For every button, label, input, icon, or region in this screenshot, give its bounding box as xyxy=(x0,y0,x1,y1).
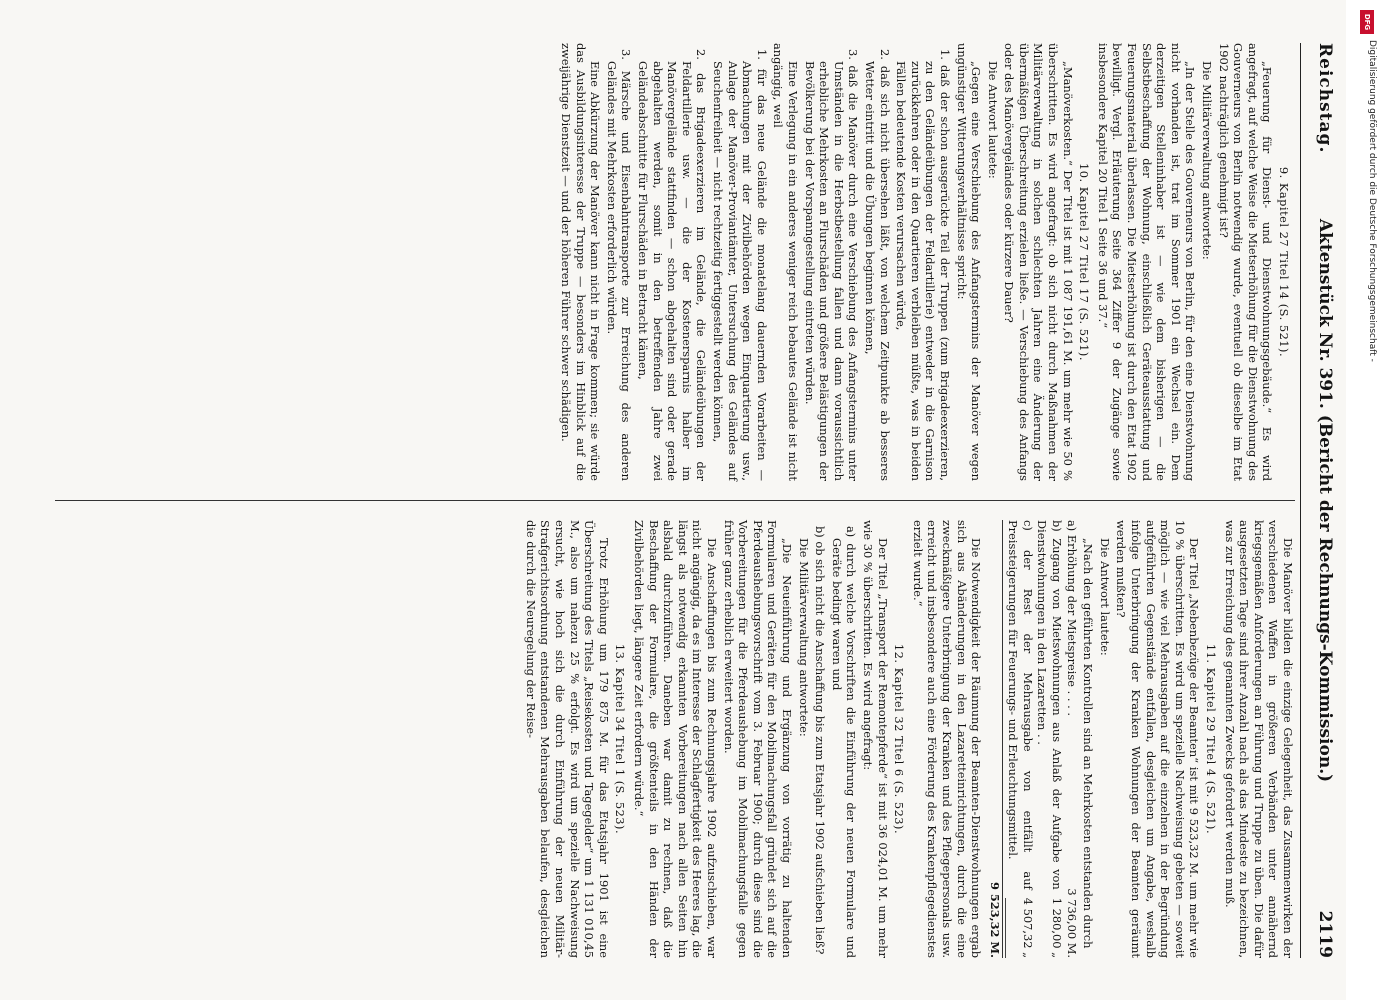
list-item: 1. daß der schon ausgerückte Teil der Truppen (zum Brigadeexerzieren, zu den Geländeübungen der Feldartillerie) entweder in die Garnison zurückkehren oder in den Quartieren verbleiben müßte, was in beiden Fällen bedeutende Kosten verursachen würde, xyxy=(894,49,952,481)
cost-breakdown xyxy=(1006,520,1079,958)
cost-item-amount: 4 507,32 „ xyxy=(1020,897,1035,958)
cost-item xyxy=(1064,520,1079,958)
section-heading: 12. Kapitel 32 Titel 6 (S. 523). xyxy=(892,643,907,835)
cost-item xyxy=(1035,520,1064,958)
digitization-note: Digitalisierung gefördert durch die Deutsche Forschungsgemeinschaft - xyxy=(1367,40,1377,362)
right-text-column xyxy=(521,520,1295,958)
cost-item xyxy=(1006,520,1035,958)
column-divider xyxy=(55,500,1295,501)
right-column-top xyxy=(1081,520,1295,958)
paragraph: Die Militärverwaltung antwortete: xyxy=(1200,61,1215,260)
paragraph: „Nach den geführten Kontrollen sind an Mehrkosten entstanden durch xyxy=(1081,538,1096,949)
page-header xyxy=(1300,43,1341,958)
left-text-column xyxy=(557,43,1296,481)
paragraph: Die Antwort lautete: xyxy=(1097,538,1112,656)
paragraph: Die Antwort lautete: xyxy=(985,61,1000,179)
paragraph: Die Manöver bilden die einzige Gelegenheit, das Zusammenwirken der verschiedenen Waffen in größeren Verbänden unter annähernd kriegsgemäßen Anforderungen an Führung und Truppe zu üben. Die dafür ausgesetzten Tage sind ihrer Anzahl nach als das Mindeste zu bezeichnen, was zur Erreichung des genannten Zwecks gefordert werden muß. xyxy=(1222,520,1295,958)
list-item: 3. daß die Manöver durch eine Verschiebung des Anfangstermins unter Umständen in die Herbstbestellung fallen und dann voraussichtlich erhebliche Mehrkosten an Flurschäden und größere Belästigungen der Bevölkerung bei der Vorspanngestellung eintreten würden. xyxy=(802,49,861,481)
list-item: 2. daß sich nicht übersehen läßt, von welchem Zeitpunkte ab besseres Wetter eintritt und die Übungen beginnen können, xyxy=(862,49,892,481)
page-number: 2119 xyxy=(1315,910,1335,958)
cost-item-amount: 1 280,00 „ xyxy=(1050,897,1065,958)
right-column-bottom xyxy=(523,520,983,958)
paragraph: Der Titel „Nebenbezüge der Beamten“ ist mit 9 523,32 M. um mehr wie 10 % überschritten. Es wird um spezielle Nachweisung gebeten — soweit möglich — wie viel Mehrausgaben auf die einzelnen in der Begründung aufgeführten Gegenstände entfallen, desgleichen um Angabe, weshalb infolge Unterbringung der Kranken Wohnungen der Beamten geräumt werden mußten? xyxy=(1114,520,1202,958)
header-left-title: Reichstag. xyxy=(1315,43,1335,154)
paragraph: Die Militärverwaltung antwortete: xyxy=(796,538,811,737)
list-item: 2. das Brigadeexerzieren im Gelände, die Geländeübungen der Feldartillerie usw. — die der Kostenersparnis halber im Manövergelände stattfinden — schon abgehalten sind oder gerade abgehalten werden, somit in den betreffenden Jahre zwei Geländeabschnitte für Flurschäden in Betracht kämen, xyxy=(636,49,709,481)
list-item: 3. Märsche und Eisenbahntransporte zur Erreichung des anderen Geländes mit Mehrkosten erforderlich würden. xyxy=(604,49,634,481)
digitization-sidebar xyxy=(1346,0,1383,1000)
paragraph: Die Notwendigkeit der Räumung der Beamten-Dienstwohnungen ergab sich aus Abänderungen in den Lazaretteinrichtungen, durch die eine zweckmäßigere Unterbringung der Kranken und des Pflegepersonals usw. erreicht und insbesondere auch eine Förderung des Krankenpflegedienstes erzielt wurde.“ xyxy=(910,520,984,958)
cost-item-amount: 3 736,00 M. xyxy=(1064,888,1079,958)
paragraph: „Gegen eine Verschiebung des Anfangstermins der Manöver wegen ungünstiger Witterungsverhältnisse spricht: xyxy=(954,43,984,481)
cost-total: 9 523,32 M. xyxy=(987,520,1003,958)
section-heading: 13. Kapitel 34 Titel 1 (S. 523). xyxy=(613,643,628,835)
list-item: b) ob sich nicht die Anschaffung bis zum Etatsjahr 1902 aufschieben ließ? xyxy=(813,526,828,955)
paragraph: Die Anschaffungen bis zum Rechnungsjahre 1902 aufzuschieben, war nicht angängig, da es im Interesse der Schlagfertigkeit des Heeres lag, die längst als notwendig erkannten Vorbereitungen nach allen Seiten hin alsbald durchzuführen. Daneben war damit zu rechnen, daß die Beschaffung der Formulare, die größtenteils in den Händen der Zivilbehörden liegt, längere Zeit erfordern würde.“ xyxy=(632,520,720,958)
cost-item-label: a) Erhöhung der Mietspreise . . . . xyxy=(1064,520,1079,716)
paragraph: Der Titel „Transport der Remontepferde“ ist mit 36 024,01 M. um mehr wie 30 % überschritten. Es wird angefragt: xyxy=(860,520,890,958)
paragraph: „Feuerung für Dienst- und Dienstwohnungsgebäude.“ Es wird angefragt, auf welche Weise die Mietserhöhung für die Dienstwohnung des Gouverneurs von Berlin notwendig wurde, eventuell ob dieselbe im Etat 1902 nachträglich genehmigt ist? xyxy=(1216,43,1275,481)
paragraph: Trotz Erhöhung um 179 875 M. für das Etatsjahr 1901 ist eine Überschreitung des Titels „Reisekosten und Tagegelder“ um 1 131 010,45 M., also um nahezu 25 % erfolgt. Es wird um spezielle Nachweisung ersucht, wie hoch sich die durch Einführung der neuen Militär-Strafgerichtsordnung entstandenen Mehrausgaben belaufen, desgleichen die durch die Neuregelung der Reise- xyxy=(523,520,611,958)
header-center-title: Aktenstück Nr. 391. (Bericht der Rechnungs-Kommission.) xyxy=(1315,218,1335,783)
list-item: a) durch welche Vorschriften die Einführung der neuen Formulare und Geräte bedingt waren und xyxy=(829,526,859,958)
paragraph: Eine Abkürzung der Manöver kann nicht in Frage kommen; sie würde das Ausbildungsinteresse der Truppe — besonders im Hinblick auf die zweijährige Dienstzeit — und der höheren Führer schwer schädigen. xyxy=(559,43,603,481)
section-heading: 11. Kapitel 29 Titel 4 (S. 521). xyxy=(1204,643,1219,835)
cost-item-label: c) der Rest der Mehrausgabe von entfällt auf Preissteigerungen für Feuerungs- und Erleuchtungsmittel. xyxy=(1006,520,1035,890)
paragraph: Eine Verlegung in ein anderes weniger reich bebautes Gelände ist nicht angängig, weil xyxy=(771,43,800,481)
rotated-document-page xyxy=(44,43,1341,958)
paragraph: „Die Neueinführung und Ergänzung von vorrätig zu haltenden Formularen und Geräten für den Mobilmachungsfall gründet sich auf die Pferdeaushebungsvorschrift vom 3. Februar 1900; durch diese sind die Vorbereitungen für die Pferdeaushebung im Mobilmachungsfalle gegen früher ganz erheblich erweitert worden. xyxy=(721,520,794,958)
section-heading: 9. Kapitel 27 Titel 14 (S. 521). xyxy=(1277,166,1291,358)
dfg-logo: DFG xyxy=(1360,10,1374,34)
paragraph: „In der Stelle des Gouverneurs von Berlin, für den eine Dienstwohnung nicht vorhanden ist, trat im Sommer 1901 ein Wechsel ein. Dem derzeitigen Stelleninhaber ist — wie dem bisherigen — die Selbstbeschaffung der Wohnung, einschließlich Geräteausstattung und Feuerungsmaterial überlassen. Die Mietserhöhung ist durch den Etat 1902 bewilligt. Vergl. Erläuterung Seite 364 Ziffer 9 der Zugänge sowie insbesondere Kapitel 20 Titel 1 Seite 36 und 37.“ xyxy=(1095,43,1198,481)
section-heading: 10. Kapitel 27 Titel 17 (S. 521). xyxy=(1077,163,1092,361)
cost-item-label: b) Zugang von Mietswohnungen aus Anlaß der Aufgabe von Dienstwohnungen in den Lazaretten . . xyxy=(1035,520,1065,890)
list-item: 1. für das neue Gelände die monatelang dauernden Vorarbeiten — Abmachungen mit der Zivilbehörden wegen Einquartierung usw., Anlage der Manöver-Proviantämter, Untersuchung des Geländes auf Seuchenfreiheit — nicht rechtzeitig fertiggestellt werden können, xyxy=(711,49,769,481)
paragraph: „Manöverkosten.“ Der Titel ist mit 1 087 191,61 M. um mehr wie 50 % überschritten. Es wird angefragt: ob sich nicht durch Maßnahmen der Militärverwaltung in solchen schlechten Jahren eine Änderung der übermäßigen Überschreitung erzielen ließe. — Verschiebung des Anfangs oder des Manövergeländes oder kürzere Dauer? xyxy=(1002,43,1075,481)
